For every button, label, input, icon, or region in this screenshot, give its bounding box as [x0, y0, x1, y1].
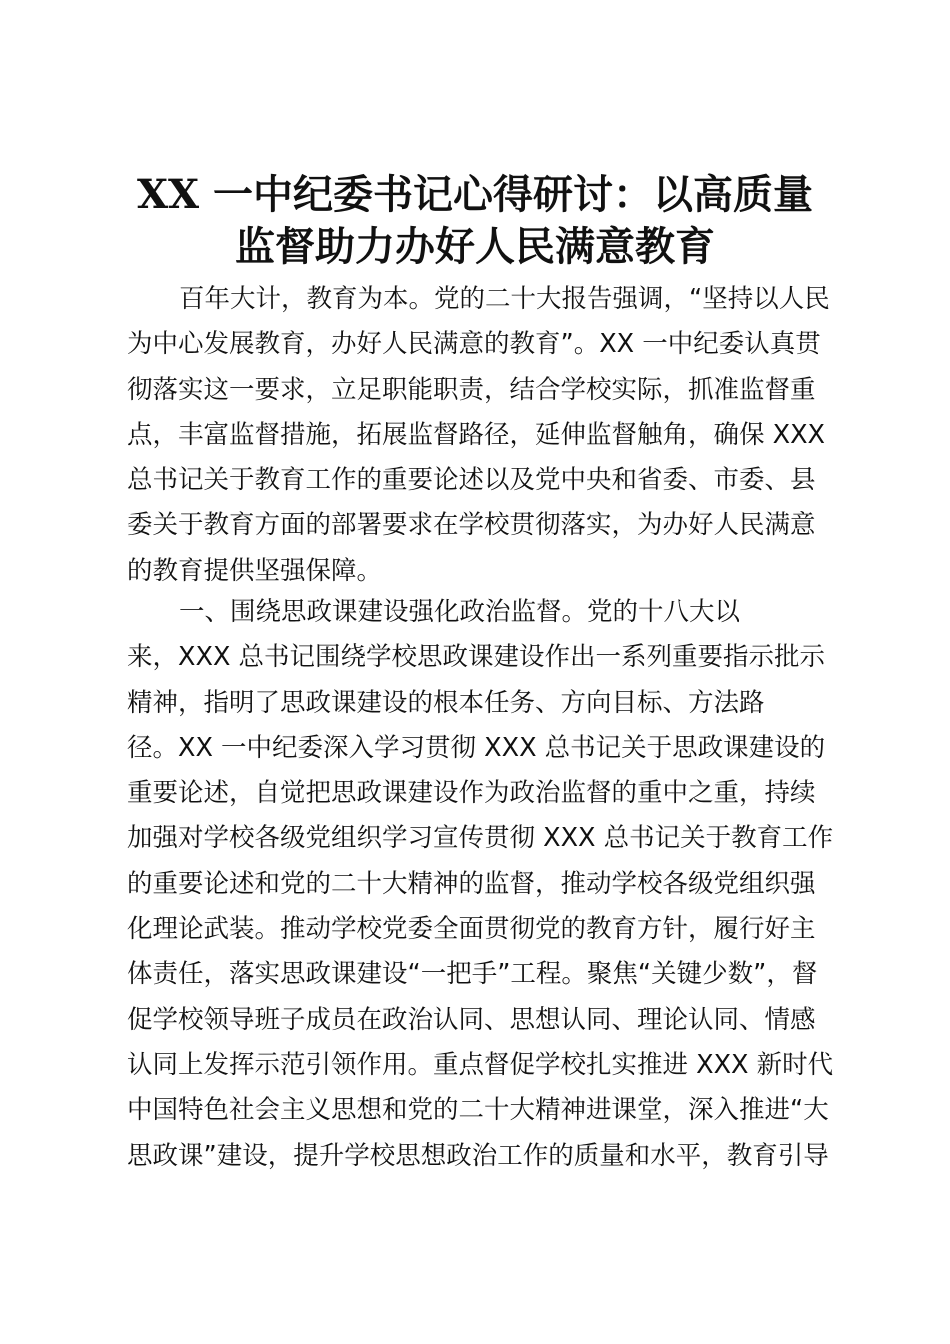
paragraph-line: 的重要论述和党的二十大精神的监督，推动学校各级党组织强	[127, 868, 816, 899]
paragraph-intro	[127, 277, 837, 594]
paragraph-line: 来，XXX 总书记围绕学校思政课建设作出一系列重要指示批示	[127, 642, 826, 673]
paragraph-line: 一、围绕思政课建设强化政治监督。党的十八大以	[179, 597, 741, 627]
paragraph-line: 的教育提供坚强保障。	[127, 555, 383, 586]
paragraph-line: 促学校领导班子成员在政治认同、思想认同、理论认同、情感	[127, 1004, 816, 1035]
paragraph-line: 彻落实这一要求，立足职能职责，结合学校实际，抓准监督重	[127, 374, 816, 405]
paragraph-line: 认同上发挥示范引领作用。重点督促学校扎实推进 XXX 新时代	[127, 1049, 834, 1080]
paragraph-line: 重要论述，自觉把思政课建设作为政治监督的重中之重，持续	[127, 778, 816, 809]
paragraph-line: 加强对学校各级党组织学习宣传贯彻 XXX 总书记关于教育工作	[127, 823, 834, 854]
paragraph-line: 委关于教育方面的部署要求在学校贯彻落实，为办好人民满意	[127, 510, 816, 541]
paragraph-line: 百年大计，教育为本。党的二十大报告强调，“坚持以人民	[179, 284, 830, 314]
paragraph-line: 中国特色社会主义思想和党的二十大精神进课堂，深入推进“大	[127, 1095, 829, 1126]
paragraph-section-one	[127, 590, 837, 1179]
paragraph-line: 思政课”建设，提升学校思想政治工作的质量和水平，教育引导	[127, 1140, 829, 1171]
paragraph-line: 点，丰富监督措施，拓展监督路径，延伸监督触角，确保 XXX	[127, 419, 826, 450]
paragraph-line: 为中心发展教育，办好人民满意的教育”。XX 一中纪委认真贯	[127, 329, 821, 360]
paragraph-line: 径。XX 一中纪委深入学习贯彻 XXX 总书记关于思政课建设的	[127, 732, 826, 763]
paragraph-line: 化理论武装。推动学校党委全面贯彻党的教育方针，履行好主	[127, 914, 816, 945]
document-title-line-1: XX 一中纪委书记心得研讨：以高质量	[137, 171, 813, 218]
paragraph-line: 总书记关于教育工作的重要论述以及党中央和省委、市委、县	[127, 465, 816, 496]
document-title-line-2: 监督助力办好人民满意教育	[235, 223, 715, 270]
paragraph-line: 精神，指明了思政课建设的根本任务、方向目标、方法路	[127, 687, 765, 718]
paragraph-line: 体责任，落实思政课建设“一把手”工程。聚焦“关键少数”，督	[127, 959, 818, 990]
